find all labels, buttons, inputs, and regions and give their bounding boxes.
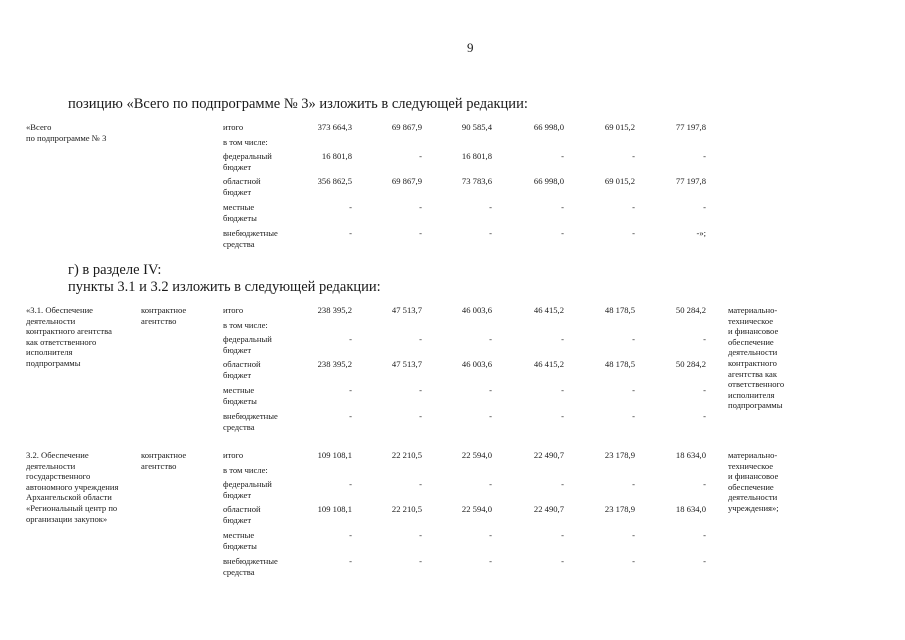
table-cell-value: 50 284,2 [675, 359, 706, 369]
item-name-line: исполнителя [26, 347, 73, 358]
table-cell-value: 109 108,1 [317, 450, 352, 460]
item-executor-line: контрактное [141, 450, 187, 460]
item-executor [141, 305, 186, 326]
row-label-line: в том числе: [223, 465, 268, 475]
table-cell-value: 77 197,8 [675, 176, 706, 186]
table-cell-value: 73 783,6 [461, 176, 492, 186]
table-cell-value: 238 395,2 [317, 305, 352, 315]
row-label [223, 305, 243, 316]
item-name [26, 450, 118, 524]
table-cell-value: - [632, 334, 635, 344]
table-cell-value: - [419, 411, 422, 421]
table-cell-value: 23 178,9 [604, 504, 635, 514]
table-cell-value: - [489, 228, 492, 238]
item-name-line: 3.2. Обеспечение [26, 450, 89, 460]
row-label-line: местные [223, 530, 255, 540]
row-label-line: местные [223, 385, 255, 395]
table-cell-value: - [561, 151, 564, 161]
intro-text: позицию «Всего по подпрограмме № 3» изложить в следующей редакции: [68, 96, 528, 112]
table-cell-value: - [349, 228, 352, 238]
row-label-line: областной [223, 504, 261, 514]
row-label [223, 556, 278, 577]
table-cell-value: - [349, 202, 352, 212]
row-label-line: итого [223, 305, 244, 315]
table-cell-value: - [489, 479, 492, 489]
table-cell-value: 66 998,0 [533, 176, 564, 186]
table-cell-value: 50 284,2 [675, 305, 706, 315]
row-label [223, 479, 272, 500]
table-cell-value: 69 867,9 [391, 122, 422, 132]
item-executor-line: агентство [141, 315, 177, 326]
table-cell-value: - [632, 151, 635, 161]
item-result-line: исполнителя [728, 389, 775, 400]
row-label-line: итого [223, 450, 244, 460]
item-result-line: агентства как [728, 368, 778, 379]
table-cell-value: - [632, 385, 635, 395]
table-cell-value: - [632, 202, 635, 212]
table-cell-value: 22 490,7 [533, 504, 564, 514]
row-label-line: внебюджетные [223, 411, 278, 421]
table-cell-value: 69 015,2 [604, 122, 635, 132]
table-cell-value: - [703, 411, 706, 421]
row-label [223, 411, 278, 432]
table-cell-value: 47 513,7 [391, 305, 422, 315]
table-cell-value: 23 178,9 [604, 450, 635, 460]
table-cell-value: - [561, 228, 564, 238]
table-cell-value: 46 003,6 [461, 359, 492, 369]
table-cell-value: - [632, 479, 635, 489]
item-result-line: материально- [728, 305, 778, 315]
row-label [223, 137, 268, 148]
item-name-line: «3.1. Обеспечение [26, 305, 93, 315]
item-result-line: подпрограммы [728, 400, 783, 411]
table-cell-value: - [419, 385, 422, 395]
item-result-line: деятельности [728, 492, 778, 503]
table-cell-value: - [561, 530, 564, 540]
item-result-line: ответственного [728, 379, 785, 390]
row-label-line: бюджет [223, 161, 252, 172]
row-label-line: средства [223, 238, 255, 249]
table-cell-value: - [632, 228, 635, 238]
table-cell-value: 22 594,0 [461, 504, 492, 514]
table-cell-value: - [632, 556, 635, 566]
row-label [223, 122, 243, 133]
item-executor-line: контрактное [141, 305, 187, 315]
item-result [728, 305, 784, 411]
table-cell-value: 109 108,1 [317, 504, 352, 514]
table-cell-value: - [489, 385, 492, 395]
table-cell-value: - [561, 202, 564, 212]
table-cell-value: -»; [696, 228, 706, 238]
table-cell-value: - [419, 556, 422, 566]
table-cell-value: 22 594,0 [461, 450, 492, 460]
item-name-line: организации закупок» [26, 513, 108, 524]
row-label-line: средства [223, 566, 255, 577]
total-label-line: «Всего [26, 122, 52, 132]
table-cell-value: - [561, 411, 564, 421]
table-cell-value: - [703, 556, 706, 566]
table-cell-value: - [419, 228, 422, 238]
item-name [26, 305, 112, 369]
item-name-line: деятельности [26, 315, 76, 326]
table-cell-value: - [632, 530, 635, 540]
table-cell-value: 18 634,0 [675, 504, 706, 514]
table-cell-value: - [489, 202, 492, 212]
item-result [728, 450, 779, 514]
table-cell-value: - [561, 385, 564, 395]
table-cell-value: - [349, 556, 352, 566]
item-name-line: деятельности [26, 460, 76, 471]
item-result-line: обеспечение [728, 336, 774, 347]
table-cell-value: 238 395,2 [317, 359, 352, 369]
item-result-line: техническое [728, 460, 774, 471]
table-cell-value: 16 801,8 [461, 151, 492, 161]
table-cell-value: - [419, 202, 422, 212]
row-label [223, 359, 261, 380]
table-cell-value: - [703, 479, 706, 489]
row-label-line: бюджет [223, 344, 252, 355]
page-number: 9 [467, 40, 474, 55]
item-name-line: автономного учреждения [26, 481, 119, 492]
item-name-line: подпрограммы [26, 357, 81, 368]
row-label [223, 176, 261, 197]
item-result-line: контрактного [728, 357, 777, 368]
table-cell-value: - [489, 411, 492, 421]
row-label-line: бюджет [223, 514, 252, 525]
row-label-line: внебюджетные [223, 228, 278, 238]
item-result-line: учреждения»; [728, 502, 779, 513]
row-label [223, 504, 261, 525]
table-cell-value: 48 178,5 [604, 305, 635, 315]
table-cell-value: 48 178,5 [604, 359, 635, 369]
table-cell-value: - [419, 479, 422, 489]
table-cell-value: - [632, 411, 635, 421]
row-label [223, 334, 272, 355]
total-label-line: по подпрограмме № 3 [26, 132, 107, 143]
table-cell-value: - [703, 385, 706, 395]
item-name-line: Архангельской области [26, 492, 112, 503]
table-cell-value: - [703, 202, 706, 212]
item-result-line: и финансовое [728, 326, 779, 337]
item-result-line: и финансовое [728, 471, 779, 482]
item-result-line: материально- [728, 450, 778, 460]
row-label-line: бюджеты [223, 395, 257, 406]
row-label-line: федеральный [223, 334, 272, 344]
table-cell-value: 77 197,8 [675, 122, 706, 132]
table-cell-value: 22 210,5 [391, 504, 422, 514]
row-label [223, 151, 272, 172]
table-cell-value: 66 998,0 [533, 122, 564, 132]
table-cell-value: - [489, 556, 492, 566]
table-cell-value: 69 867,9 [391, 176, 422, 186]
table-cell-value: 373 664,3 [317, 122, 352, 132]
table-cell-value: - [419, 151, 422, 161]
table-cell-value: 356 862,5 [317, 176, 352, 186]
item-executor-line: агентство [141, 460, 177, 471]
row-label-line: бюджет [223, 489, 252, 500]
table-cell-value: - [489, 334, 492, 344]
row-label [223, 228, 278, 249]
table-cell-value: - [349, 479, 352, 489]
section-heading: г) в разделе IV: [68, 262, 162, 278]
table-cell-value: - [561, 479, 564, 489]
row-label-line: бюджеты [223, 212, 257, 223]
item-name-line: как ответственного [26, 336, 97, 347]
table-cell-value: 16 801,8 [321, 151, 352, 161]
row-label-line: в том числе: [223, 320, 268, 330]
item-name-line: контрактного агентства [26, 326, 112, 337]
table-cell-value: 46 003,6 [461, 305, 492, 315]
row-label-line: в том числе: [223, 137, 268, 147]
row-label-line: средства [223, 421, 255, 432]
section-subheading: пункты 3.1 и 3.2 изложить в следующей редакции: [68, 279, 381, 295]
table-cell-value: - [703, 151, 706, 161]
table-cell-value: - [349, 385, 352, 395]
table-cell-value: - [561, 556, 564, 566]
item-result-line: обеспечение [728, 481, 774, 492]
row-label [223, 530, 257, 551]
row-label-line: федеральный [223, 151, 272, 161]
table-cell-value: - [703, 334, 706, 344]
row-label [223, 450, 243, 461]
item-result-line: деятельности [728, 347, 778, 358]
row-label [223, 202, 257, 223]
row-label [223, 465, 268, 476]
table-cell-value: - [349, 530, 352, 540]
item-name-line: «Региональный центр по [26, 502, 118, 513]
row-label-line: бюджет [223, 186, 252, 197]
table-cell-value: 18 634,0 [675, 450, 706, 460]
table-cell-value: 90 585,4 [461, 122, 492, 132]
table-cell-value: 46 415,2 [533, 359, 564, 369]
table-cell-value: 46 415,2 [533, 305, 564, 315]
table-cell-value: 69 015,2 [604, 176, 635, 186]
row-label-line: областной [223, 359, 261, 369]
table-cell-value: - [703, 530, 706, 540]
table-cell-value: 47 513,7 [391, 359, 422, 369]
row-label-line: местные [223, 202, 255, 212]
item-executor [141, 450, 186, 471]
table-cell-value: - [489, 530, 492, 540]
row-label-line: внебюджетные [223, 556, 278, 566]
item-result-line: техническое [728, 315, 774, 326]
table-cell-value: 22 490,7 [533, 450, 564, 460]
row-label [223, 320, 268, 331]
row-label-line: итого [223, 122, 244, 132]
row-label [223, 385, 257, 406]
table-cell-value: - [561, 334, 564, 344]
item-name-line: государственного [26, 471, 91, 482]
total-label [26, 122, 106, 143]
row-label-line: бюджеты [223, 540, 257, 551]
table-cell-value: - [419, 334, 422, 344]
row-label-line: бюджет [223, 369, 252, 380]
row-label-line: федеральный [223, 479, 272, 489]
table-cell-value: 22 210,5 [391, 450, 422, 460]
table-cell-value: - [349, 411, 352, 421]
table-cell-value: - [419, 530, 422, 540]
row-label-line: областной [223, 176, 261, 186]
table-cell-value: - [349, 334, 352, 344]
